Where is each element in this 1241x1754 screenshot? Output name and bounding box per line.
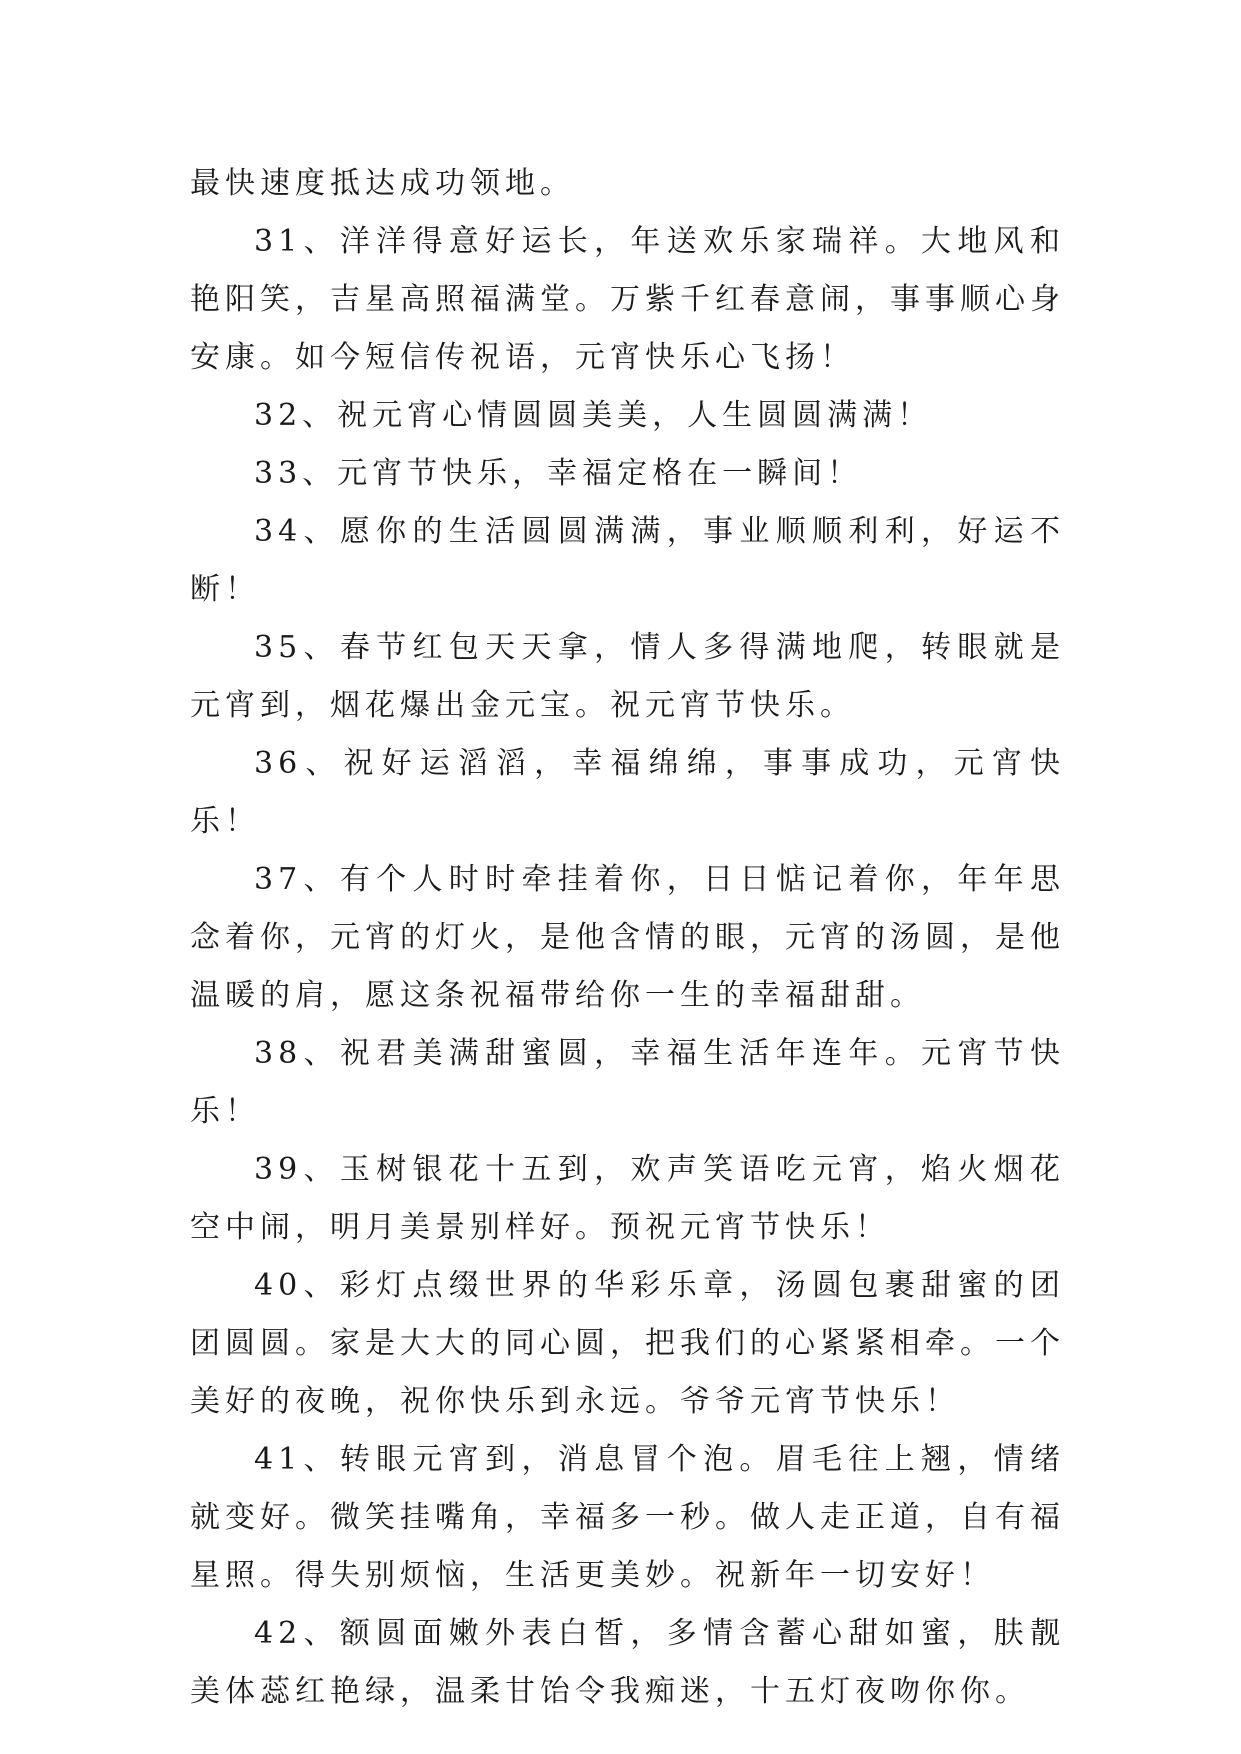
paragraph-item-41: 41、转眼元宵到，消息冒个泡。眉毛往上翘，情绪就变好。微笑挂嘴角，幸福多一秒。做人走正道，自有福星照。得失别烦恼，生活更美妙。祝新年一切安好！ — [190, 1442, 1065, 1593]
paragraph-item-34: 34、愿你的生活圆圆满满，事业顺顺利利，好运不断！ — [190, 514, 1065, 607]
paragraph-item-37: 37、有个人时时牵挂着你，日日惦记着你，年年思念着你，元宵的灯火，是他含情的眼，元宵的汤圆，是他温暖的肩，愿这条祝福带给你一生的幸福甜甜。 — [190, 862, 1065, 1013]
paragraph-item-33: 33、元宵节快乐，幸福定格在一瞬间！ — [254, 456, 863, 491]
paragraph-item-36: 36、祝好运滔滔，幸福绵绵，事事成功，元宵快乐！ — [190, 746, 1065, 839]
paragraph-item-40: 40、彩灯点缀世界的华彩乐章，汤圆包裹甜蜜的团团圆圆。家是大大的同心圆，把我们的心紧紧相牵。一个美好的夜晚，祝你快乐到永远。爷爷元宵节快乐！ — [190, 1268, 1065, 1419]
document-body — [190, 155, 1065, 1721]
paragraph-continuation: 最快速度抵达成功领地。 — [190, 166, 575, 201]
paragraph-item-31: 31、洋洋得意好运长，年送欢乐家瑞祥。大地风和艳阳笑，吉星高照福满堂。万紫千红春意闹，事事顺心身安康。如今短信传祝语，元宵快乐心飞扬！ — [190, 224, 1065, 375]
paragraph-item-35: 35、春节红包天天拿，情人多得满地爬，转眼就是元宵到，烟花爆出金元宝。祝元宵节快乐。 — [190, 630, 1065, 723]
paragraph-item-42: 42、额圆面嫩外表白皙，多情含蓄心甜如蜜，肤靓美体蕊红艳绿，温柔甘饴令我痴迷，十五灯夜吻你你。 — [190, 1616, 1065, 1709]
paragraph-item-39: 39、玉树银花十五到，欢声笑语吃元宵，焰火烟花空中闹，明月美景别样好。预祝元宵节快乐！ — [190, 1152, 1065, 1245]
paragraph-item-38: 38、祝君美满甜蜜圆，幸福生活年连年。元宵节快乐！ — [190, 1036, 1065, 1129]
paragraph-item-32: 32、祝元宵心情圆圆美美，人生圆圆满满！ — [254, 398, 933, 433]
